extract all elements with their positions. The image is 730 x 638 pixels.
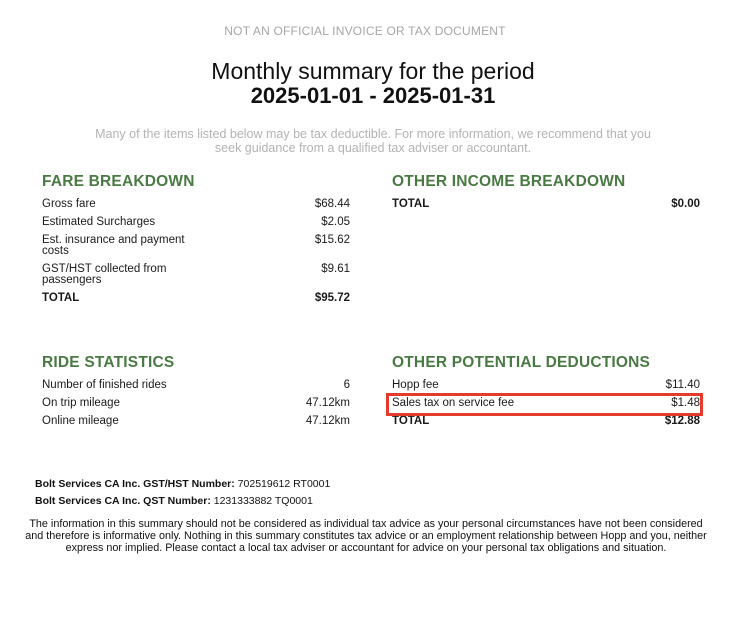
other-income-row-total xyxy=(392,199,700,210)
ride-statistics-section xyxy=(42,354,350,434)
row-label: Online mileage xyxy=(42,415,119,427)
other-income-heading: OTHER INCOME BREAKDOWN xyxy=(392,173,626,190)
qst-value: 1231333882 TQ0001 xyxy=(213,495,313,507)
row-label: Sales tax on service fee xyxy=(392,397,515,409)
gst-value: 702519612 RT0001 xyxy=(237,478,331,490)
ride-row-online xyxy=(42,416,350,427)
row-label: Estimated Surcharges xyxy=(42,216,156,228)
row-value: $95.72 xyxy=(314,292,350,304)
row-value: 6 xyxy=(343,379,350,391)
disclaimer-top: NOT AN OFFICIAL INVOICE OR TAX DOCUMENT xyxy=(224,24,506,38)
gst-label: Bolt Services CA Inc. GST/HST Number: xyxy=(35,478,235,490)
row-label: On trip mileage xyxy=(42,397,120,409)
row-label: TOTAL xyxy=(42,292,80,304)
footer-disclaimer: The information in this summary should not be considered as individual tax advice as your personal circumstances have not been considered and therefore is informative only. Nothing in this summary constitutes tax advice or an employment relationship between Hopp and you, neither express nor implied. Please contact a local tax adviser or accountant for advice on your personal tax obligations and situation. xyxy=(25,518,707,554)
ride-statistics-heading: RIDE STATISTICS xyxy=(42,354,175,371)
fare-breakdown-heading: FARE BREAKDOWN xyxy=(42,173,195,190)
row-value: $12.88 xyxy=(664,415,700,427)
row-label: Number of finished rides xyxy=(42,379,167,391)
row-label: TOTAL xyxy=(392,198,430,210)
fare-row-insurance xyxy=(42,235,350,257)
fare-row-surcharges xyxy=(42,217,350,228)
deduction-row-total xyxy=(392,416,700,427)
other-income-section xyxy=(392,173,700,217)
fare-row-gross xyxy=(42,199,350,210)
ride-row-finished xyxy=(42,380,350,391)
fare-row-gst xyxy=(42,264,350,286)
row-value: $11.40 xyxy=(665,379,700,391)
fare-breakdown-section xyxy=(42,173,350,311)
row-value: $2.05 xyxy=(321,216,350,228)
row-value: $15.62 xyxy=(314,234,350,246)
row-label: Hopp fee xyxy=(392,379,439,391)
company-gst-line xyxy=(35,478,330,490)
intro-text: Many of the items listed below may be tax deductible. For more information, we recommend that you seek guidance from a qualified tax adviser or accountant. xyxy=(95,127,651,155)
fare-row-total xyxy=(42,293,350,304)
row-value: $0.00 xyxy=(671,198,700,210)
row-label: TOTAL xyxy=(392,415,430,427)
qst-label: Bolt Services CA Inc. QST Number: xyxy=(35,495,211,507)
row-value: $1.48 xyxy=(671,397,700,409)
row-value: 47.12km xyxy=(305,397,350,409)
row-value: $68.44 xyxy=(314,198,350,210)
sales-tax-highlight-box xyxy=(386,393,703,416)
deduction-row-hopp-fee xyxy=(392,380,700,391)
ride-row-on-trip xyxy=(42,398,350,409)
row-value: 47.12km xyxy=(305,415,350,427)
row-label: GST/HST collected from passengers xyxy=(42,263,167,286)
row-label: Gross fare xyxy=(42,198,96,210)
company-qst-line xyxy=(35,495,313,507)
other-deductions-heading: OTHER POTENTIAL DEDUCTIONS xyxy=(392,354,651,371)
row-label: Est. insurance and payment costs xyxy=(42,234,185,257)
page-title: Monthly summary for the period xyxy=(211,58,535,84)
period-range: 2025-01-01 - 2025-01-31 xyxy=(250,83,496,108)
row-value: $9.61 xyxy=(321,263,350,275)
